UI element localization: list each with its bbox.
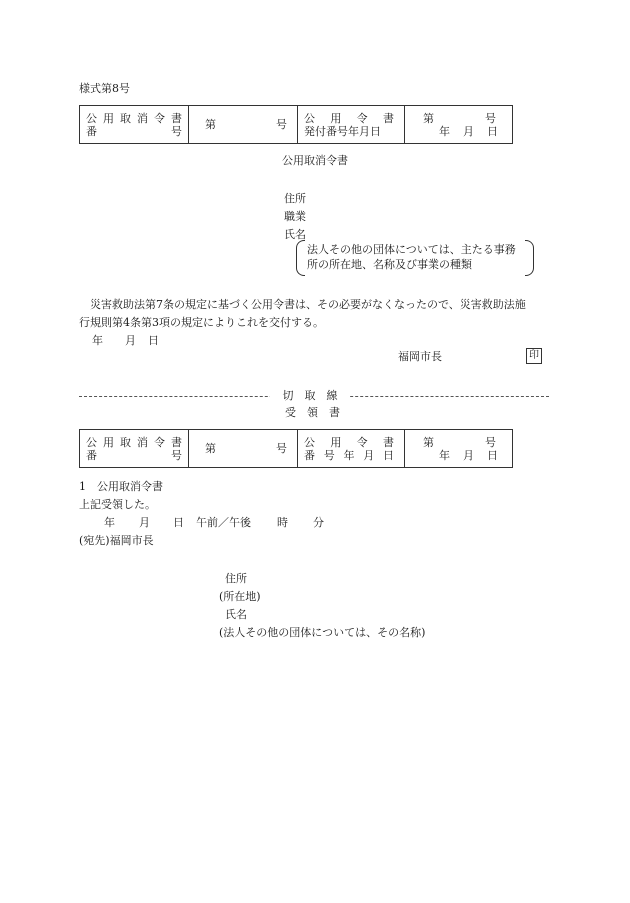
receipt-col4-date: 月 [463, 448, 474, 462]
header-col4-prefix: 第 [423, 111, 434, 125]
receipt-col4-date: 日 [487, 448, 498, 462]
receipt-col3-char: 用 [330, 435, 342, 449]
header-col4-date: 年 [439, 124, 450, 138]
header-col1-char: 書 [171, 111, 182, 125]
receipt-col1-char: 号 [171, 448, 182, 462]
header-number-suffix: 号 [276, 118, 287, 131]
body-line1: 災害救助法第7条の規定に基づく公用令書は、その必要がなくなったので、災害救助法施 [90, 298, 526, 311]
receipt-col3-char: 番 [304, 448, 315, 462]
receipt-hour: 時 [277, 516, 288, 529]
header-col1-char: 公 [86, 111, 97, 125]
issue-date-month: 月 [125, 334, 136, 347]
receipt-name-note: (法人その他の団体については、その名称) [219, 626, 426, 639]
receipt-col3-char: 月 [363, 448, 375, 462]
header-col3-bottom: 発付番号年月日 [304, 124, 381, 138]
receipt-col1-char: 公 [86, 435, 97, 449]
header-col1-char: 取 [120, 111, 131, 125]
receipt-col1-char: 取 [120, 435, 131, 449]
header-table [79, 105, 513, 144]
header-col3-char: 公 [304, 111, 315, 125]
header-col3-char: 令 [356, 111, 368, 125]
header-col4-suffix: 号 [485, 111, 496, 125]
receipt-col3-char: 書 [382, 435, 394, 449]
receipt-number-prefix: 第 [205, 442, 216, 455]
receipt-date-day: 日 [173, 516, 184, 529]
header-number-prefix: 第 [205, 118, 216, 131]
receipt-title: 受 領 書 [285, 406, 340, 419]
receipt-col4 [405, 430, 513, 468]
form-number: 様式第8号 [79, 82, 130, 95]
receipt-col4-suffix: 号 [485, 435, 496, 449]
receipt-col3-char: 年 [343, 448, 355, 462]
receipt-date-year: 年 [104, 516, 115, 529]
header-col1-char: 号 [171, 124, 182, 138]
body-line2: 行規則第4条第3項の規定によりこれを交付する。 [79, 316, 324, 329]
receipt-col3-char: 公 [304, 435, 315, 449]
document-title: 公用取消令書 [282, 154, 348, 167]
receipt-col1-char: 用 [103, 435, 114, 449]
receipt-item: 1 公用取消令書 [79, 480, 163, 493]
header-col4 [405, 106, 513, 144]
corporate-note [307, 242, 516, 272]
corporate-note-line1: 法人その他の団体については、主たる事務 [307, 243, 516, 256]
receipt-col1-char: 番 [86, 448, 97, 462]
recipient-address-label: 住所 [284, 192, 306, 205]
receipt-number-suffix: 号 [276, 442, 287, 455]
receipt-col1 [80, 430, 189, 468]
recipient-name-label: 氏名 [284, 228, 306, 241]
header-col4-date: 月 [463, 124, 474, 138]
header-col3-char: 書 [382, 111, 394, 125]
receipt-col1-char: 令 [154, 435, 165, 449]
receipt-col2 [189, 430, 298, 468]
cut-line-label: 切 取 線 [270, 389, 350, 403]
body-paragraph [79, 296, 549, 332]
header-col2 [189, 106, 298, 144]
receipt-table [79, 429, 513, 468]
issue-date-year: 年 [92, 334, 103, 347]
receipt-col3-char: 号 [323, 448, 335, 462]
corporate-note-line2: 所の所在地、名称及び事業の種類 [307, 258, 472, 271]
receipt-col3-char: 日 [383, 448, 394, 462]
bracket-right [525, 240, 534, 276]
receipt-name-label: 氏名 [225, 608, 247, 621]
receipt-col1-char: 書 [171, 435, 182, 449]
header-col1-char: 用 [103, 111, 114, 125]
header-col1-char: 番 [86, 124, 97, 138]
header-col1 [80, 106, 189, 144]
issue-date-day: 日 [148, 334, 159, 347]
receipt-address-label: 住所 [225, 572, 247, 585]
header-col3 [298, 106, 405, 144]
receipt-received: 上記受領した。 [79, 498, 156, 511]
receipt-col3-char: 令 [356, 435, 368, 449]
receipt-col3 [298, 430, 405, 468]
corporate-note-bracket [296, 240, 534, 276]
receipt-ampm: 午前／午後 [196, 516, 251, 529]
receipt-col4-date: 年 [439, 448, 450, 462]
receipt-minute: 分 [313, 516, 324, 529]
header-col1-char: 消 [137, 111, 148, 125]
bracket-left [296, 240, 305, 276]
header-col4-date: 日 [487, 124, 498, 138]
header-col3-char: 用 [330, 111, 342, 125]
receipt-col4-prefix: 第 [423, 435, 434, 449]
receipt-location-label: (所在地) [219, 590, 261, 603]
issuer-name: 福岡市長 [398, 350, 442, 363]
header-col1-char: 令 [154, 111, 165, 125]
receipt-date-month: 月 [139, 516, 150, 529]
receipt-col1-char: 消 [137, 435, 148, 449]
seal-mark: 印 [526, 348, 542, 364]
receipt-addressee: (宛先)福岡市長 [79, 534, 154, 547]
recipient-occupation-label: 職業 [284, 210, 306, 223]
